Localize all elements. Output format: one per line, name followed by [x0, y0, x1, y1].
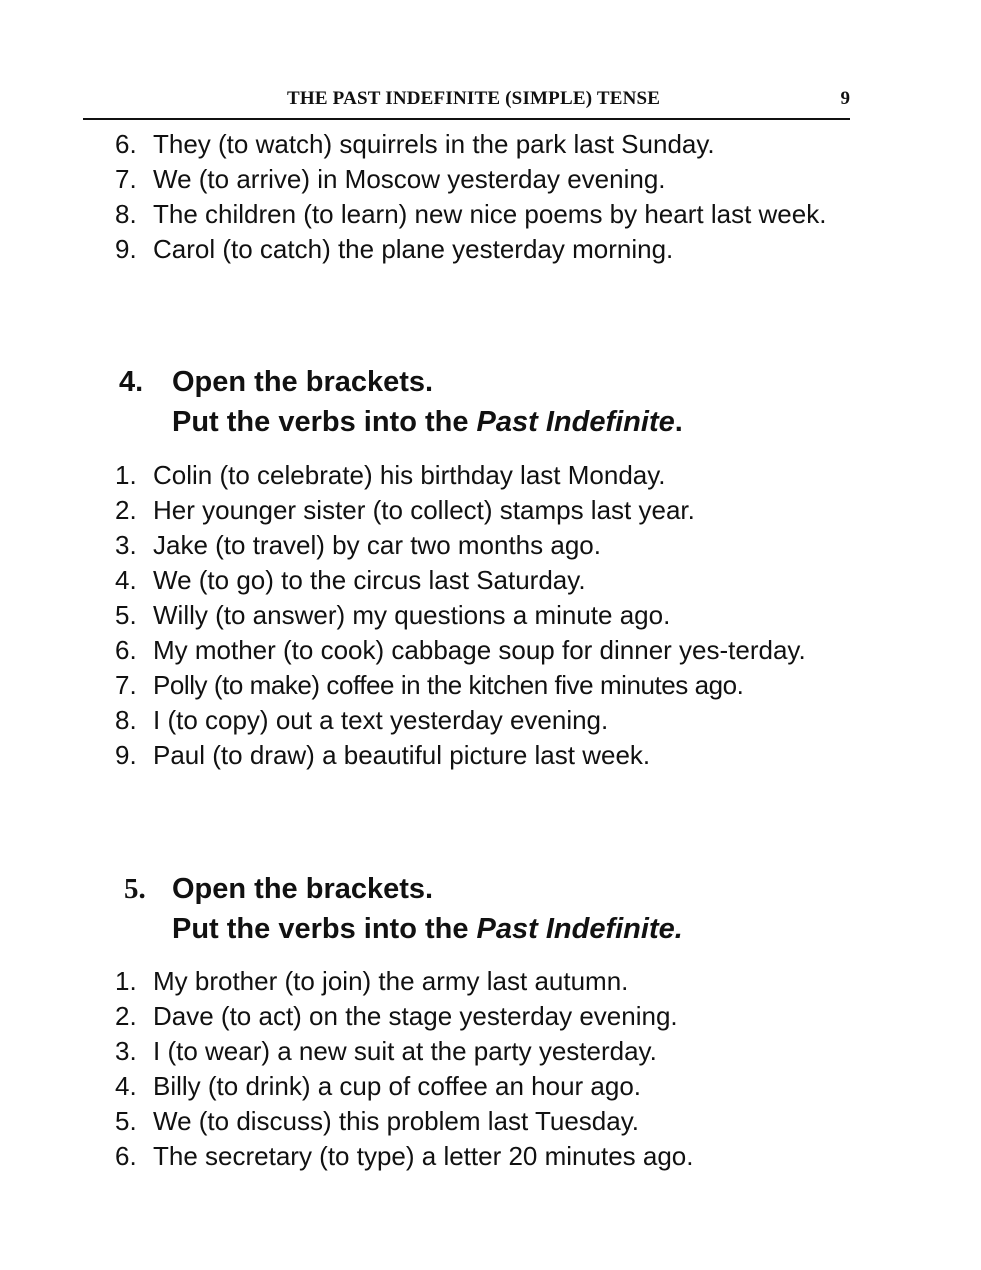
- item-text: We (to arrive) in Moscow yesterday evening.: [153, 164, 666, 194]
- item-text: Dave (to act) on the stage yesterday evening.: [153, 1001, 678, 1031]
- exercise-instruction-line-2: [172, 909, 683, 949]
- item-text: I (to wear) a new suit at the party yesterday.: [153, 1036, 657, 1066]
- item-text: Jake (to travel) by car two months ago.: [153, 530, 601, 560]
- item-number: 4.: [115, 565, 137, 595]
- item-text: Polly (to make) coffee in the kitchen five minutes ago.: [153, 670, 744, 700]
- item-number: 1.: [115, 966, 137, 996]
- item-text: Her younger sister (to collect) stamps last year.: [153, 495, 695, 525]
- exercise-4-list: [0, 458, 850, 773]
- list-item: [0, 703, 850, 738]
- exercise-instruction-line-1: Open the brackets.: [172, 873, 434, 905]
- list-item: [0, 1104, 850, 1139]
- exercise-4-heading: [0, 362, 683, 442]
- item-number: 8.: [115, 705, 137, 735]
- item-number: 4.: [115, 1071, 137, 1101]
- instruction-period: .: [674, 406, 683, 438]
- instruction-text: Put the verbs into the: [172, 913, 477, 945]
- item-number: 9.: [115, 234, 137, 264]
- list-item: [0, 493, 850, 528]
- item-number: 8.: [115, 199, 137, 229]
- tense-name: Past Indefinite: [476, 406, 675, 438]
- item-number: 5.: [115, 1106, 137, 1136]
- continued-exercise-list: [0, 127, 850, 267]
- item-text: Paul (to draw) a beautiful picture last week.: [153, 740, 651, 770]
- list-item: [0, 999, 850, 1034]
- list-item: [0, 633, 850, 668]
- list-item: [0, 127, 850, 162]
- item-text: We (to discuss) this problem last Tuesday.: [153, 1106, 640, 1136]
- running-head: [83, 86, 850, 120]
- list-item: [0, 964, 850, 999]
- list-item: [0, 232, 850, 267]
- exercise-number: 5.: [124, 873, 146, 905]
- list-item: [0, 738, 850, 773]
- list-item: [0, 1034, 850, 1069]
- item-number: 5.: [115, 600, 137, 630]
- item-text: They (to watch) squirrels in the park last Sunday.: [153, 129, 715, 159]
- exercise-5-heading: [0, 869, 683, 949]
- list-item: [0, 162, 850, 197]
- item-number: 1.: [115, 460, 137, 490]
- item-number: 6.: [115, 1141, 137, 1171]
- item-text: Carol (to catch) the plane yesterday morning.: [153, 234, 674, 264]
- item-text: My brother (to join) the army last autumn.: [153, 966, 629, 996]
- exercise-5-list: [0, 964, 850, 1174]
- item-text: We (to go) to the circus last Saturday.: [153, 565, 586, 595]
- list-item: [0, 668, 850, 703]
- list-item: [0, 528, 850, 563]
- item-text: My mother (to cook) cabbage soup for dinner yes-terday.: [153, 635, 806, 665]
- instruction-text: Put the verbs into the: [172, 406, 477, 438]
- item-text: The secretary (to type) a letter 20 minutes ago.: [153, 1141, 694, 1171]
- list-item: [0, 563, 850, 598]
- list-item: [0, 1139, 850, 1174]
- item-number: 7.: [115, 670, 137, 700]
- item-text: I (to copy) out a text yesterday evening.: [153, 705, 609, 735]
- item-text: The children (to learn) new nice poems by heart last week.: [153, 199, 827, 229]
- item-number: 2.: [115, 1001, 137, 1031]
- list-item: [0, 1069, 850, 1104]
- item-number: 3.: [115, 530, 137, 560]
- list-item: [0, 458, 850, 493]
- item-text: Colin (to celebrate) his birthday last Monday.: [153, 460, 666, 490]
- item-text: Willy (to answer) my questions a minute ago.: [153, 600, 671, 630]
- list-item: [0, 197, 850, 232]
- list-item: [0, 598, 850, 633]
- exercise-instruction-line-1: Open the brackets.: [172, 366, 434, 398]
- running-title: THE PAST INDEFINITE (SIMPLE) TENSE: [287, 88, 661, 109]
- item-number: 6.: [115, 635, 137, 665]
- item-text: Billy (to drink) a cup of coffee an hour ago.: [153, 1071, 642, 1101]
- item-number: 3.: [115, 1036, 137, 1066]
- item-number: 9.: [115, 740, 137, 770]
- page-number: 9: [840, 88, 850, 109]
- exercise-instruction-line-2: [172, 402, 683, 442]
- item-number: 6.: [115, 129, 137, 159]
- exercise-number: 4.: [119, 366, 144, 398]
- item-number: 2.: [115, 495, 137, 525]
- item-number: 7.: [115, 164, 137, 194]
- tense-name: Past Indefinite.: [476, 913, 683, 945]
